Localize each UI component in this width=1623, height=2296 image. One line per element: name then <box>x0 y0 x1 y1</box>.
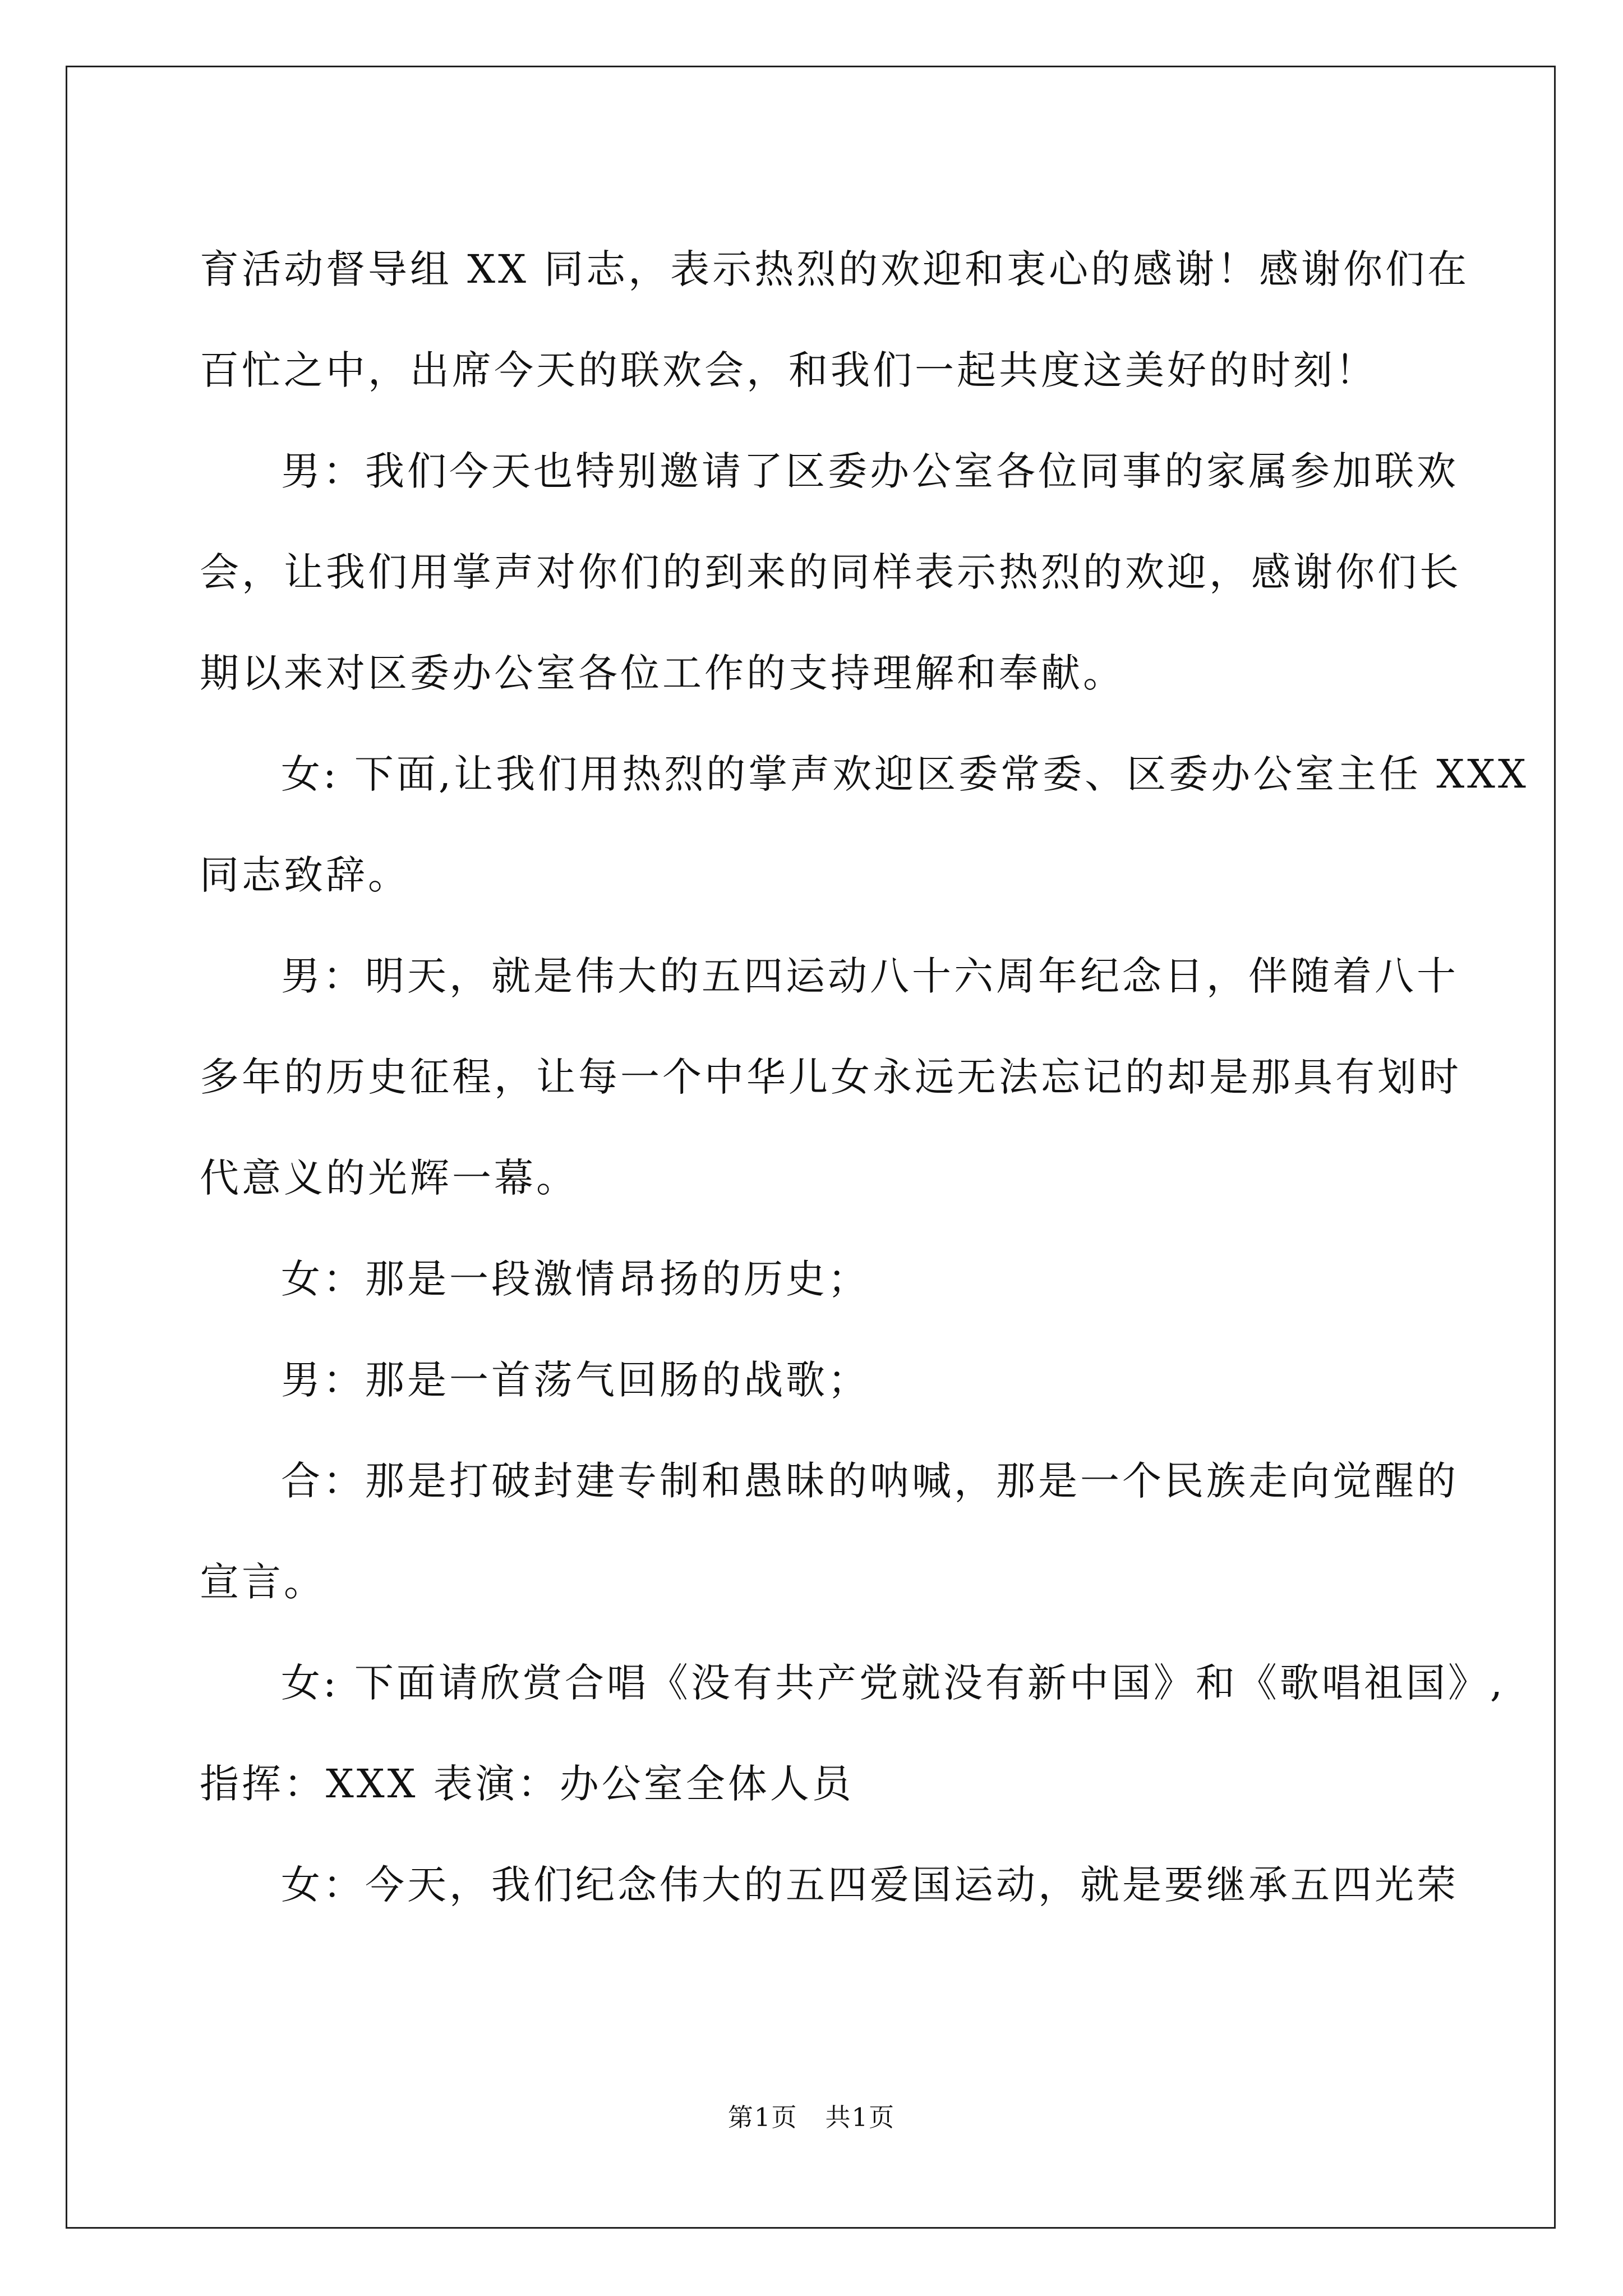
text-line: 宣言。 <box>200 1559 326 1605</box>
text-line: 合：那是打破封建专制和愚昧的呐喊，那是一个民族走向觉醒的 <box>281 1458 1459 1504</box>
text-line: 同志致辞。 <box>200 852 410 898</box>
text-line: 男：明天，就是伟大的五四运动八十六周年纪念日，伴随着八十 <box>281 953 1459 999</box>
text-line: 代意义的光辉一幕。 <box>200 1155 578 1201</box>
text-line: 会，让我们用掌声对你们的到来的同样表示热烈的欢迎，感谢你们长 <box>200 549 1461 595</box>
text-line: 指挥：XXX 表演：办公室全体人员 <box>200 1761 854 1807</box>
document-body <box>200 219 1529 1935</box>
text-line: 男：那是一首荡气回肠的战歌； <box>281 1357 870 1403</box>
text-line: 女：那是一段激情昂扬的历史； <box>281 1256 870 1302</box>
text-line: 期以来对区委办公室各位工作的支持理解和奉献。 <box>200 650 1125 696</box>
page-number-footer: 第1页 共1页 <box>727 2102 896 2132</box>
text-line: 女: 下面请欣赏合唱《没有共产党就没有新中国》和《歌唱祖国》, <box>281 1660 1506 1706</box>
text-line: 百忙之中，出席今天的联欢会，和我们一起共度这美好的时刻！ <box>200 347 1377 393</box>
text-line: 多年的历史征程，让每一个中华儿女永远无法忘记的却是那具有划时 <box>200 1054 1461 1100</box>
text-line: 女：今天，我们纪念伟大的五四爱国运动，就是要继承五四光荣 <box>281 1862 1459 1908</box>
text-line: 男：我们今天也特别邀请了区委办公室各位同事的家属参加联欢 <box>281 448 1459 494</box>
text-line: 育活动督导组 XX 同志，表示热烈的欢迎和衷心的感谢！感谢你们在 <box>200 246 1470 292</box>
text-line: 女: 下面,让我们用热烈的掌声欢迎区委常委、区委办公室主任 XXX <box>281 751 1529 797</box>
